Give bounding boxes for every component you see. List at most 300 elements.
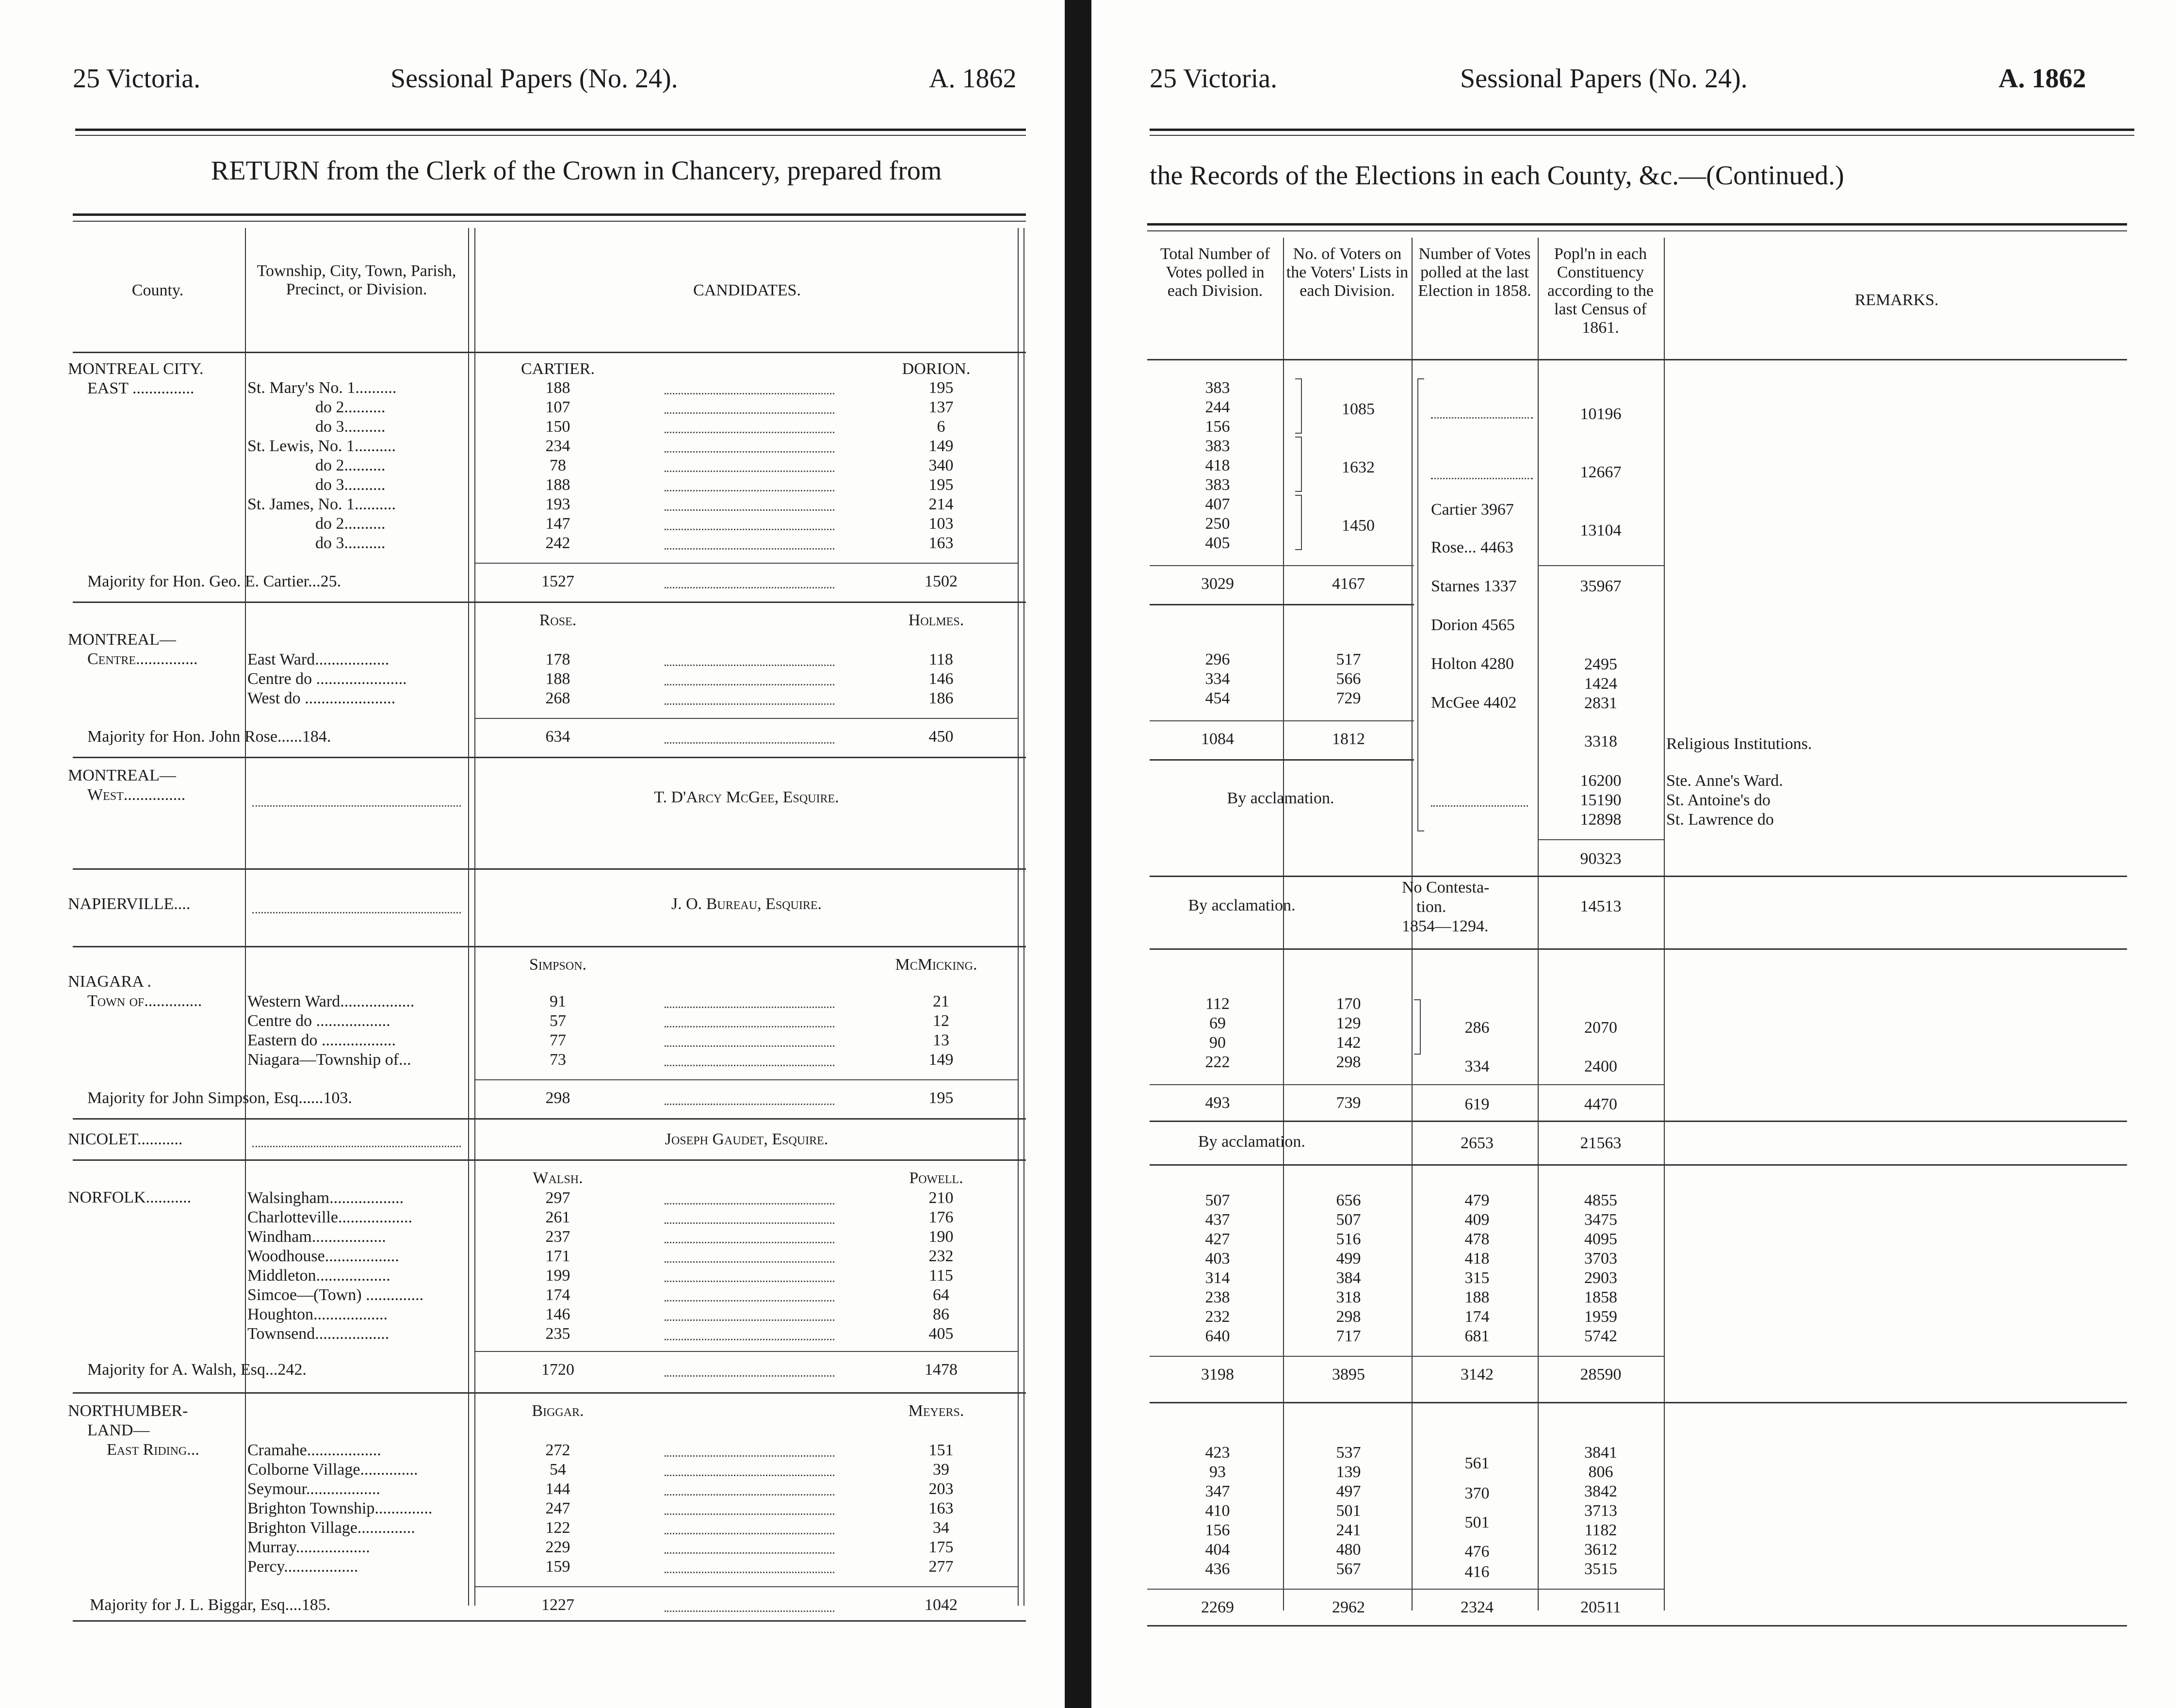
norfolk-sum-voters: 3895: [1332, 1366, 1365, 1383]
norfolk-cand-a: Walsh.: [533, 1169, 583, 1187]
north-cand-a: Biggar.: [532, 1402, 584, 1420]
division-name: Charlotteville..................: [247, 1208, 412, 1226]
north-county2: LAND—: [87, 1421, 150, 1439]
east-sum-rule: [1538, 565, 1664, 566]
division-name: do 3..........: [315, 476, 386, 494]
vote-cell: 210: [928, 1189, 954, 1207]
popl-cell: 13104: [1580, 521, 1622, 539]
niagara-votes-b: [893, 992, 990, 1070]
voters-cell: 298: [1336, 1308, 1361, 1326]
total-cell: 437: [1205, 1211, 1230, 1229]
leader-dots: [665, 1572, 834, 1573]
leader-dots: [252, 805, 461, 807]
vote-cell: 340: [928, 456, 954, 474]
vote-cell: 118: [929, 651, 953, 668]
total-cell: 640: [1205, 1327, 1230, 1345]
centre-remark: Religious Institutions.: [1666, 735, 1812, 753]
popl-cell: 2903: [1584, 1269, 1617, 1287]
vote-cell: 178: [545, 651, 570, 668]
leader-dots: [665, 1007, 834, 1008]
vote-cell: 13: [933, 1031, 949, 1049]
total-cell: 222: [1205, 1053, 1230, 1071]
popl-cell: 3842: [1584, 1482, 1617, 1500]
vote-cell: 73: [550, 1051, 566, 1069]
vote-cell: 144: [545, 1480, 570, 1498]
voters-cell: 1632: [1342, 458, 1375, 476]
voters-cell: 656: [1336, 1191, 1361, 1209]
vote-cell: 242: [545, 534, 570, 552]
vote-cell: 297: [545, 1189, 570, 1207]
north-vote-totals: [1169, 1443, 1266, 1579]
north-sum-rule: [1147, 1589, 1664, 1590]
division-name: Woodhouse..................: [247, 1247, 399, 1265]
west-sum-rule: [1538, 839, 1664, 840]
section-rule: [1150, 604, 1414, 605]
header-year: A. 1862: [929, 64, 1017, 94]
voters-cell: 1085: [1342, 400, 1375, 418]
vote-cell: 77: [550, 1031, 566, 1049]
header-rule-thin: [75, 135, 1026, 136]
leader-dots: [665, 529, 834, 530]
norfolk-last: [1426, 1191, 1528, 1346]
total-cell: 423: [1205, 1444, 1230, 1462]
brace: [1414, 999, 1421, 1055]
popl-cell: 1858: [1584, 1288, 1617, 1306]
east-total-b: 1502: [925, 572, 958, 590]
section-rule: [1150, 876, 2127, 877]
leader-dots: [665, 451, 834, 453]
napierville-elected: J. O. Bureau, Esquire.: [671, 895, 822, 913]
popl-cell: 2400: [1584, 1057, 1617, 1075]
leader-dots: [665, 684, 834, 685]
col-voters-head: No. of Voters on the Voters' Lists in each Division.: [1286, 245, 1409, 300]
total-cell: 454: [1205, 689, 1230, 707]
voters-cell: 517: [1336, 651, 1361, 668]
vote-cell: 115: [929, 1267, 953, 1285]
leader-dots: [665, 490, 834, 491]
vote-cell: 12: [933, 1012, 949, 1030]
vote-cell: 203: [928, 1480, 954, 1498]
leader-dots: [665, 1045, 834, 1047]
division-name: do 3..........: [315, 418, 386, 436]
last-cell: Rose... 4463: [1431, 538, 1513, 556]
popl-cell: 3841: [1584, 1444, 1617, 1462]
leader-dots: [665, 665, 834, 666]
vote-cell: 146: [928, 670, 954, 688]
brace: [1295, 437, 1302, 492]
total-cell: 405: [1205, 534, 1230, 552]
norfolk-sum-rule: [1150, 1356, 1664, 1357]
west-county: MONTREAL—: [68, 766, 176, 784]
header-session: 25 Victoria.: [1150, 64, 1278, 94]
section-rule: [1150, 1121, 2127, 1122]
col-county-head: County.: [131, 281, 184, 299]
division-name: Walsingham..................: [247, 1189, 404, 1207]
vote-cell: 234: [545, 437, 570, 455]
west-elected: T. D'Arcy McGee, Esquire.: [654, 788, 839, 806]
last-cell: Cartier 3967: [1431, 501, 1514, 519]
table-top-rule-thin: [73, 221, 1026, 222]
north-popl: [1543, 1443, 1659, 1579]
east-divisions: [247, 378, 466, 553]
total-cell: 410: [1205, 1502, 1230, 1520]
vote-cell: 54: [550, 1461, 566, 1479]
header-papers: Sessional Papers (No. 24).: [390, 64, 678, 94]
voters-cell: 717: [1336, 1327, 1361, 1345]
total-cell: 507: [1205, 1191, 1230, 1209]
last-cell: 174: [1464, 1308, 1490, 1326]
north-votes-a: [509, 1441, 606, 1577]
vline-right-1: [1018, 228, 1019, 1606]
leader-dots: [665, 509, 834, 511]
centre-sum-rule: [1150, 720, 1414, 721]
popl-cell: 1182: [1584, 1521, 1617, 1539]
division-name: Eastern do ..................: [247, 1031, 396, 1049]
norfolk-votes-b: [893, 1188, 990, 1344]
division-name: Brighton Village..............: [247, 1519, 415, 1537]
norfolk-sum-last: 3142: [1461, 1366, 1494, 1383]
norfolk-sum-total: 3198: [1201, 1366, 1234, 1383]
leader-dots: [665, 1300, 834, 1301]
vote-cell: 272: [545, 1441, 570, 1459]
norfolk-sum-popl: 28590: [1580, 1366, 1622, 1383]
nicolet-county: NICOLET...........: [68, 1130, 183, 1148]
vline-popl: [1538, 238, 1539, 1610]
niagara-sum-rule: [475, 1079, 1018, 1080]
last-cell: 561: [1464, 1454, 1490, 1472]
napierville-county: NAPIERVILLE....: [68, 895, 191, 913]
header-rule: [1150, 129, 2134, 131]
centre-voters: [1300, 650, 1397, 708]
centre-total-b: 450: [928, 728, 954, 746]
north-voters: [1300, 1443, 1397, 1579]
page-gutter: [1065, 0, 1091, 1708]
popl-cell: 3475: [1584, 1211, 1617, 1229]
total-cell: 334: [1205, 670, 1230, 688]
leader-dots: [252, 912, 461, 913]
total-cell: 232: [1205, 1308, 1230, 1326]
voters-cell: 729: [1336, 689, 1361, 707]
popl-cell: 12898: [1580, 811, 1622, 829]
leader-dots: [665, 1222, 834, 1224]
niagara-county: NIAGARA .: [68, 973, 151, 991]
leader-dots: [665, 1494, 834, 1496]
section-rule: [73, 757, 1026, 758]
leader-dots: [665, 587, 834, 588]
east-cand-b: DORION.: [902, 360, 971, 378]
leader-dots: [665, 1455, 834, 1457]
norfolk-sum-rule: [475, 1351, 1018, 1352]
section-rule: [1150, 948, 2127, 950]
division-name: East Ward..................: [247, 651, 390, 668]
leader-dots: [665, 1475, 834, 1476]
north-total-b: 1042: [925, 1596, 958, 1614]
norfolk-cand-b: Powell.: [909, 1169, 963, 1187]
total-cell: 436: [1205, 1560, 1230, 1578]
division-name: Niagara—Township of...: [247, 1051, 411, 1069]
niagara-cand-b: McMicking.: [895, 956, 977, 974]
last-cell: 370: [1464, 1484, 1490, 1502]
centre-divisions: [247, 650, 466, 708]
total-cell: 314: [1205, 1269, 1230, 1287]
leader-dots: [665, 548, 834, 550]
remark-cell: Ste. Anne's Ward.: [1666, 772, 1783, 790]
total-cell: 244: [1205, 398, 1230, 416]
centre-sum-total: 1084: [1201, 730, 1234, 748]
vote-cell: 163: [928, 534, 954, 552]
brace: [1295, 378, 1302, 434]
nicolet-popl: 21563: [1580, 1134, 1622, 1152]
header-papers: Sessional Papers (No. 24).: [1460, 64, 1748, 94]
voters-cell: 537: [1336, 1444, 1361, 1462]
norfolk-majority: Majority for A. Walsh, Esq...242.: [87, 1361, 307, 1379]
vote-cell: 235: [545, 1325, 570, 1343]
division-name: Townsend..................: [247, 1325, 390, 1343]
header-year: A. 1862: [1998, 64, 2086, 94]
division-name: St. Lewis, No. 1..........: [247, 437, 396, 455]
last-cell: Starnes 1337: [1431, 577, 1517, 595]
norfolk-county: NORFOLK...........: [68, 1188, 192, 1206]
vote-cell: 214: [928, 495, 954, 513]
west-sum-popl: 90323: [1580, 850, 1622, 868]
total-cell: 407: [1205, 495, 1230, 513]
leader-dots: [665, 1319, 834, 1321]
niagara-sum-rule: [1150, 1084, 1664, 1085]
brace: [1295, 495, 1302, 550]
table-bottom-rule: [73, 1620, 1026, 1622]
niagara-total-a: 298: [545, 1089, 570, 1107]
east-total-a: 1527: [541, 572, 574, 590]
centre-vote-totals: [1169, 650, 1266, 708]
head-bottom-rule: [1147, 359, 2127, 360]
north-majority: Majority for J. L. Biggar, Esq....185.: [90, 1596, 331, 1614]
east-county: MONTREAL CITY.: [68, 360, 204, 378]
total-cell: 383: [1205, 437, 1230, 455]
popl-cell: 5742: [1584, 1327, 1617, 1345]
total-cell: 238: [1205, 1288, 1230, 1306]
header-rule-thin: [1150, 135, 2134, 136]
west-remarks: [1666, 771, 2103, 830]
section-rule: [73, 868, 1026, 870]
centre-cand-b: Holmes.: [908, 611, 964, 629]
vote-cell: 151: [928, 1441, 954, 1459]
division-name: do 2..........: [315, 398, 386, 416]
west-acclamation: By acclamation.: [1227, 789, 1334, 807]
leader-dots: [665, 703, 834, 705]
centre-majority: Majority for Hon. John Rose......184.: [87, 728, 331, 746]
voters-cell: 318: [1336, 1288, 1361, 1306]
total-cell: 93: [1209, 1463, 1226, 1481]
north-votes-b: [893, 1441, 990, 1577]
popl-cell: 15190: [1580, 791, 1622, 809]
vote-cell: 64: [933, 1286, 949, 1304]
north-total-a: 1227: [541, 1596, 574, 1614]
vote-cell: 57: [550, 1012, 566, 1030]
table-title: the Records of the Elections in each County, &c.—(Continued.): [1150, 161, 1844, 191]
section-rule: [73, 946, 1026, 947]
division-name: do 3..........: [315, 534, 386, 552]
vote-cell: 268: [545, 689, 570, 707]
vote-cell: 163: [928, 1499, 954, 1517]
table-top-rule: [1147, 223, 2127, 226]
niagara-sum-total: 493: [1205, 1094, 1230, 1112]
vote-cell: 146: [545, 1305, 570, 1323]
niagara-sum-last: 619: [1464, 1095, 1490, 1113]
centre-sum-popl: 3318: [1584, 732, 1617, 750]
vote-cell: 195: [928, 476, 954, 494]
centre-votes-b: [893, 650, 990, 708]
voters-cell: 497: [1336, 1482, 1361, 1500]
header-rule: [75, 129, 1026, 131]
voters-cell: 499: [1336, 1250, 1361, 1268]
vote-cell: 147: [545, 515, 570, 533]
leader-dots: [665, 1375, 834, 1377]
east-sum-rule: [475, 563, 1018, 564]
voters-cell: 566: [1336, 670, 1361, 688]
vote-cell: 78: [550, 456, 566, 474]
division-name: Centre do ......................: [247, 670, 407, 688]
popl-cell: 806: [1588, 1463, 1613, 1481]
vote-cell: 176: [928, 1208, 954, 1226]
niagara-majority: Majority for John Simpson, Esq......103.: [87, 1089, 352, 1107]
leader-dots: [665, 1281, 834, 1282]
left-page: [0, 0, 1065, 1708]
east-vote-totals: [1169, 378, 1266, 553]
total-cell: 250: [1205, 515, 1230, 533]
vote-cell: 277: [928, 1558, 954, 1576]
centre-cand-a: Rose.: [539, 611, 577, 629]
popl-cell: 4855: [1584, 1191, 1617, 1209]
total-cell: 156: [1205, 1521, 1230, 1539]
last-cell: 476: [1464, 1543, 1490, 1561]
norfolk-divisions: [247, 1188, 466, 1344]
leader-dots: [665, 742, 834, 744]
vote-cell: 91: [550, 992, 566, 1010]
leader-dots: [665, 1203, 834, 1204]
division-name: Seymour..................: [247, 1480, 380, 1498]
table-title: RETURN from the Clerk of the Crown in Chancery, prepared from: [211, 156, 942, 186]
vote-cell: 171: [545, 1247, 570, 1265]
col-remarks-head: REMARKS.: [1854, 291, 1939, 309]
division-name: do 2..........: [315, 456, 386, 474]
leader-dots: [1431, 805, 1528, 807]
east-sum-popl: 35967: [1580, 577, 1622, 595]
popl-cell: 16200: [1580, 772, 1622, 790]
last-cell: 286: [1464, 1019, 1490, 1037]
last-cell: 501: [1464, 1513, 1490, 1531]
leader-dots: [665, 1065, 834, 1066]
nicolet-last: 2653: [1461, 1134, 1494, 1152]
division-name: Centre do ..................: [247, 1012, 390, 1030]
leader-dots: [665, 1552, 834, 1554]
leader-dots: [1431, 478, 1533, 479]
vote-cell: 188: [545, 379, 570, 397]
north-sum-rule: [475, 1586, 1018, 1587]
col-total-head: Total Number of Votes polled in each Division.: [1160, 245, 1270, 300]
voters-cell: 139: [1336, 1463, 1361, 1481]
voters-cell: 480: [1336, 1541, 1361, 1559]
vote-cell: 188: [545, 670, 570, 688]
brace: [1417, 378, 1424, 831]
norfolk-popl: [1543, 1191, 1659, 1346]
remark-cell: St. Antoine's do: [1666, 791, 1771, 809]
voters-cell: 516: [1336, 1230, 1361, 1248]
division-name: Houghton..................: [247, 1305, 388, 1323]
popl-cell: 2495: [1584, 655, 1617, 673]
last-cell: McGee 4402: [1431, 694, 1517, 712]
table-bottom-rule: [1147, 1625, 2127, 1627]
last-cell: 681: [1464, 1327, 1490, 1345]
section-rule: [1150, 1164, 2127, 1166]
last-cell: 334: [1464, 1057, 1490, 1075]
division-name: St. James, No. 1..........: [247, 495, 396, 513]
last-cell: Holton 4280: [1431, 655, 1514, 673]
last-cell: 188: [1464, 1288, 1490, 1306]
leader-dots: [665, 1339, 834, 1340]
vote-cell: 199: [545, 1267, 570, 1285]
head-bottom-rule: [73, 352, 1026, 353]
niagara-voters: [1300, 994, 1397, 1072]
popl-cell: 10196: [1580, 405, 1622, 423]
east-county2: EAST ...............: [87, 379, 195, 397]
napierville-acclamation: By acclamation.: [1188, 896, 1296, 914]
col-popl-head: Popl'n in each Constituency according to the last Census of 1861.: [1547, 245, 1654, 337]
division-name: Cramahe..................: [247, 1441, 381, 1459]
leader-dots: [252, 1146, 461, 1147]
last-cell: 315: [1464, 1269, 1490, 1287]
niagara-sum-voters: 739: [1336, 1094, 1361, 1112]
total-cell: 296: [1205, 651, 1230, 668]
voters-cell: 298: [1336, 1053, 1361, 1071]
vote-cell: 159: [545, 1558, 570, 1576]
vote-cell: 195: [928, 379, 954, 397]
division-name: Windham..................: [247, 1228, 386, 1246]
contest-line: tion.: [1416, 898, 1446, 916]
last-cell: 418: [1464, 1250, 1490, 1268]
last-cell: Dorion 4565: [1431, 616, 1515, 634]
division-name: Middleton..................: [247, 1267, 390, 1285]
total-cell: 69: [1209, 1014, 1226, 1032]
total-cell: 427: [1205, 1230, 1230, 1248]
voters-cell: 170: [1336, 995, 1361, 1013]
voters-cell: 501: [1336, 1502, 1361, 1520]
east-sum-voters: 4167: [1332, 575, 1365, 593]
north-cand-b: Meyers.: [908, 1402, 964, 1420]
east-votes-b: [893, 378, 990, 553]
vote-cell: 186: [928, 689, 954, 707]
last-cell: 478: [1464, 1230, 1490, 1248]
section-rule: [1150, 1402, 2127, 1403]
leader-dots: [665, 1104, 834, 1105]
centre-sum-voters: 1812: [1332, 730, 1365, 748]
last-cell: 416: [1464, 1563, 1490, 1581]
division-name: St. Mary's No. 1..........: [247, 379, 397, 397]
centre-county2: Centre...............: [87, 650, 198, 668]
contest-line: No Contesta-: [1402, 878, 1490, 896]
popl-cell: 12667: [1580, 463, 1622, 481]
vote-cell: 149: [928, 1051, 954, 1069]
east-sum-rule: [1150, 565, 1414, 566]
north-sum-popl: 20511: [1580, 1598, 1621, 1616]
vote-cell: 237: [545, 1228, 570, 1246]
east-votes-a: [509, 378, 606, 553]
west-county2: West...............: [87, 786, 186, 804]
north-sum-last: 2324: [1461, 1598, 1494, 1616]
vote-cell: 86: [933, 1305, 949, 1323]
voters-cell: 384: [1336, 1269, 1361, 1287]
norfolk-vote-totals: [1169, 1191, 1266, 1346]
vote-cell: 149: [928, 437, 954, 455]
